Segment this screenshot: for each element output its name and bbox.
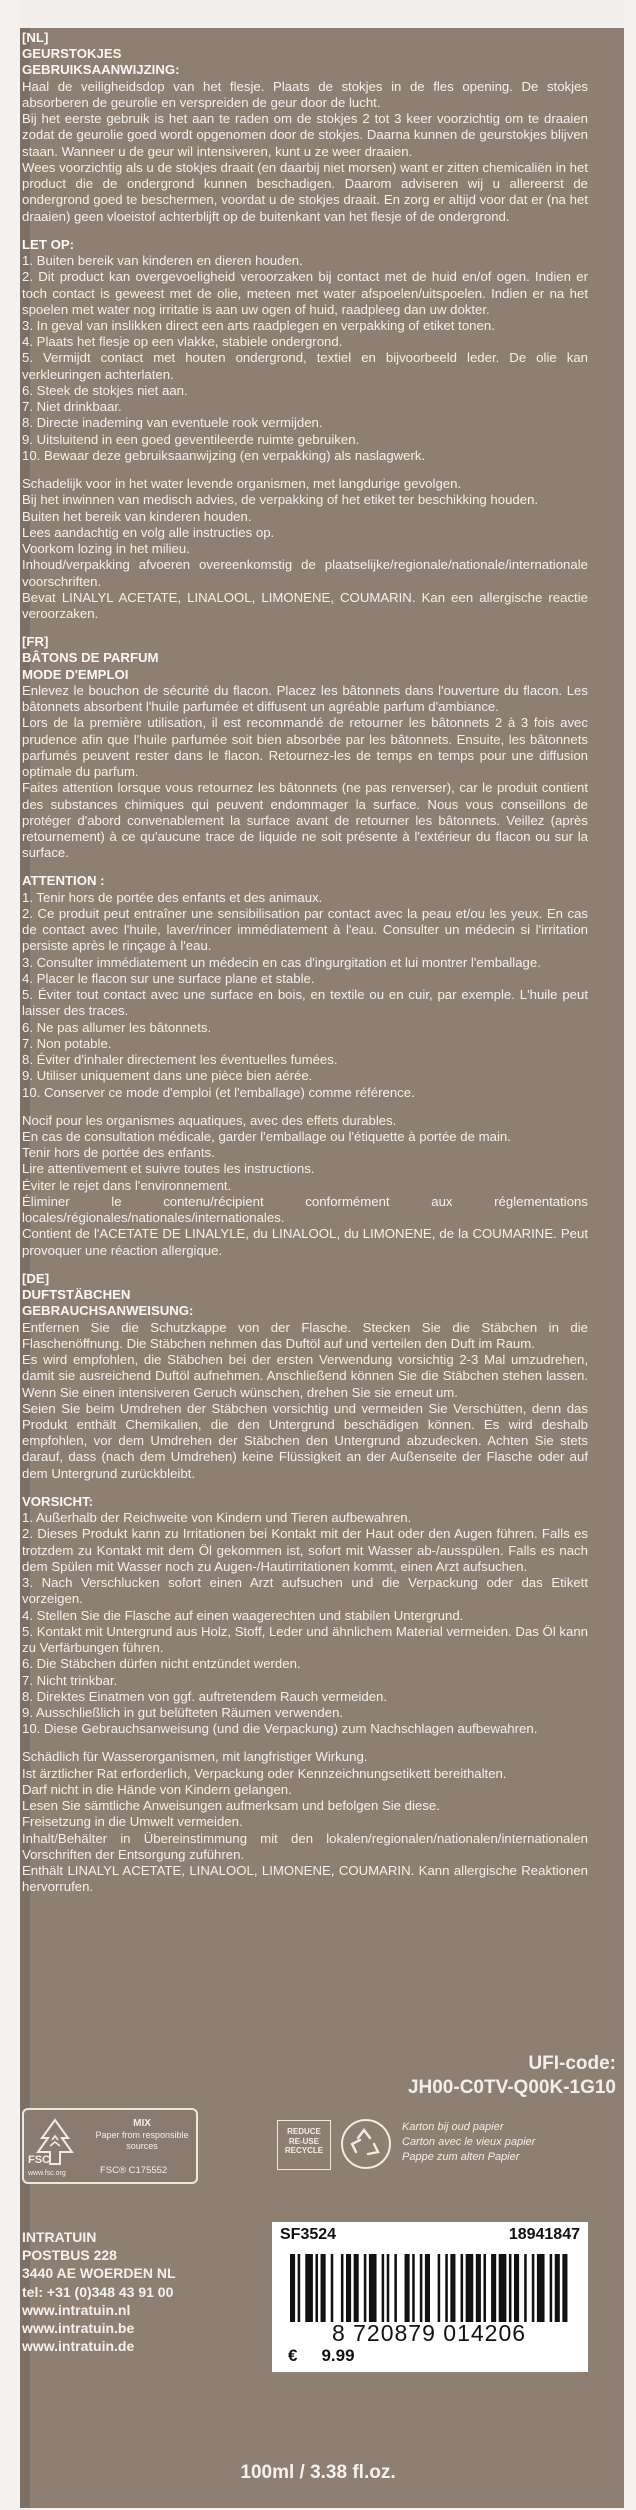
section-subtitle: GEBRUIKSAANWIJZING: (22, 62, 180, 78)
barcode-header (280, 2226, 580, 2244)
papier-line: Pappe zum alten Papier (402, 2150, 520, 2163)
barcode-bar (524, 2254, 527, 2322)
instruction-line: Haal de veiligheidsdop van het flesje. Plaats de stokjes in de fles opening. De stokjes absorberen de geurolie en verspreiden de geur door de lucht. (22, 78, 588, 110)
warning-list (22, 890, 588, 1101)
ean-number: 8 720879 014206 (331, 2320, 527, 2346)
warning-item: 10. Conserver ce mode d'emploi (et l'emballage) comme référence. (22, 1084, 415, 1100)
barcode-bar (369, 2254, 377, 2322)
warning-item: 4. Stellen Sie die Flasche auf einen waagerechten und stabilen Untergrund. (22, 1607, 464, 1623)
barcode-bar (382, 2254, 385, 2322)
legal-line: Enthält LINALYL ACETATE, LINALOOL, LIMONENE, COUMARIN. Kann allergische Reaktionen hervorrufen. (22, 1863, 588, 1895)
barcode-bar (483, 2254, 486, 2322)
website-link[interactable]: www.intratuin.be (22, 2319, 135, 2336)
barcode-bar (298, 2254, 301, 2322)
section-code: [NL] (22, 30, 49, 45)
barcode-icon (290, 2254, 570, 2322)
warning-item: 6. Steek de stokjes niet aan. (22, 382, 188, 398)
reduce-text: REDUCE (287, 2127, 321, 2136)
website-link[interactable]: www.intratuin.de (22, 2338, 135, 2355)
barcode-label (272, 2222, 588, 2372)
warning-item: 10. Diese Gebrauchsanweisung (und die Verpackung) zum Nachschlagen aufbewahren. (22, 1721, 538, 1737)
warning-item: 5. Vermijdt contact met houten ondergrond, textiel en bijvoorbeeld leder. De olie kan verkleuringen achterlaten. (22, 350, 588, 382)
warning-item: 6. Ne pas allumer les bâtonnets. (22, 1019, 212, 1035)
barcode-bar (420, 2254, 423, 2322)
sku: SF3524 (280, 2226, 337, 2243)
barcode-bar (364, 2254, 367, 2322)
reuse-text: RE-USE (288, 2136, 320, 2146)
warning-title: ATTENTION : (22, 873, 105, 889)
instructions (22, 683, 588, 862)
warning-item: 4. Plaats het flesje op een vlakke, stabiele ondergrond. (22, 334, 343, 350)
fsc-code: FSC® C175552 (100, 2165, 168, 2176)
warning-item: 7. Niet drinkbaar. (22, 399, 122, 415)
section-fr (22, 634, 588, 1259)
legal-line: En cas de consultation médicale, garder l'emballage ou l'étiquette à portée de main. (22, 1129, 511, 1144)
warning-item: 5. Kontakt mit Untergrund aus Holz, Stoff, Leder und ähnlichem Material vermeiden. Das Öl kann zu Verfärbungen führen. (22, 1623, 588, 1656)
address-line: POSTBUS 228 (22, 2247, 117, 2264)
barcode-bar (321, 2254, 326, 2322)
barcode-bar (412, 2254, 415, 2322)
warning-item: 2. Dieses Produkt kann zu Irritationen bei Kontakt mit der Haut oder den Augen führen. Falls es trotzdem zu Kontakt mit dem Öl gekommen ist, sofort mit Wasser ab-/ausspülen. Falls es nach dem Spülen mit Wasser noch zu Augen-/Hautirritationen kommt, einen Arzt aufsuchen. (22, 1526, 588, 1574)
company-address (22, 2228, 176, 2355)
instruction-line: Enlevez le bouchon de sécurité du flacon. Placez les bâtonnets dans l'ouverture du flacon. Les bâtonnets absorbent l'huile parfumée et diffusent un agréable parfum d'ambiance. (22, 682, 588, 715)
instruction-line: Es wird empfohlen, die Stäbchen bei der ersten Verwendung vorsichtig 2-3 Mal umzudrehen, damit sie ausreichend Duftöl aufnehmen. Anschließend können Sie die Stäbchen stehen lassen. Wenn Sie einen intensiveren Geruch wünschen, drehen Sie sie erneut um. (22, 1352, 588, 1400)
fsc-text (90, 2118, 194, 2152)
volume-text: 100ml / 3.38 fl.oz. (240, 2462, 396, 2483)
barcode-bar (499, 2254, 507, 2322)
barcode-bar (354, 2254, 359, 2322)
section-subtitle: GEBRAUCHSANWEISUNG: (22, 1303, 194, 1319)
warning-item: 2. Ce produit peut entraîner une sensibilisation par contact avec la peau et/ou les yeux. En cas de contact avec l'huile, laver/rincer immédiatement à l'eau. Consulter un médecin si l'irritation persiste après le rinçage à l'eau. (22, 905, 588, 954)
papier-line: Carton avec le vieux papier (402, 2135, 536, 2148)
instruction-line: Wees voorzichtig als u de stokjes draait (en daarbij niet morsen) want er zitten chemicaliën in het product die de ondergrond kunnen beschadigen. Daarom adviseren wij u allereerst de ondergrond goed te beschermen, voordat u de stokjes draait. En zorg er altijd voor dat er (na het draaien) geen vloeistof achterblijft op de buitenkant van het flesje of de ondergrond. (22, 159, 588, 224)
barcode-bar (331, 2254, 334, 2322)
barcode-bar (537, 2254, 545, 2322)
legal-line: Lire attentivement et suivre toutes les instructions. (22, 1161, 315, 1177)
warning-item: 9. Ausschließlich in gut belüfteten Räumen verwenden. (22, 1704, 344, 1720)
barcode-bar (450, 2254, 455, 2322)
barcode-bar (491, 2254, 496, 2322)
warning-item: 3. Nach Verschlucken sofort einen Arzt aufsuchen und die Verpackung oder das Etikett vorzeigen. (22, 1575, 588, 1607)
reduce-reuse-recycle-badge (277, 2120, 331, 2170)
warning-item: 9. Uitsluitend in een goed geventileerde ruimte gebruiken. (22, 431, 360, 447)
logo-row (22, 2108, 588, 2186)
warning-item: 8. Directe inademing van eventuele rook vermijden. (22, 415, 323, 431)
warning-title: VORSICHT: (22, 1493, 94, 1509)
barcode-bar (346, 2254, 351, 2322)
top-band (20, 0, 624, 28)
instructions-text (22, 30, 588, 1908)
legal-line: Bij het inwinnen van medisch advies, de verpakking of het etiket ter beschikking houden. (22, 492, 539, 508)
fsc-mix: MIX (133, 2118, 151, 2129)
warning-item: 5. Éviter tout contact avec une surface en bois, en textile ou en cuir, par exemple. L'huile peut laisser des traces. (22, 987, 588, 1019)
legal-line: Éviter le rejet dans l'environnement. (22, 1177, 232, 1193)
instruction-line: Seien Sie beim Umdrehen der Stäbchen vorsichtig und vermeiden Sie Verschütten, denn das Produkt enthält Chemikalien, die den Untergrund beschädigen können. Es wird deshalb empfohlen, vor dem Umdrehen der Stäbchen den Untergrund abzudecken. Achten Sie stets darauf, dass (nach dem Umdrehen) keine Flüssigkeit an der Außenseite der Flasche oder auf dem Untergrund zurückbleibt. (22, 1400, 588, 1481)
warning-title: LET OP: (22, 236, 75, 252)
barcode-bar (555, 2254, 560, 2322)
price-value: 9.99 (321, 2346, 355, 2365)
barcode-bar (476, 2254, 481, 2322)
barcode-bar (532, 2254, 535, 2322)
legal-text (22, 476, 588, 622)
barcode-bar (445, 2254, 448, 2322)
section-nl (22, 30, 588, 622)
article-id: 18941847 (508, 2226, 580, 2243)
section-code: [FR] (22, 634, 49, 650)
warning-item: 4. Placer le flacon sur une surface plane et stable. (22, 970, 315, 986)
barcode-bar (341, 2254, 344, 2322)
legal-line: Buiten het bereik van kinderen houden. (22, 508, 252, 524)
section-title: GEURSTOKJES (22, 46, 122, 62)
barcode-bar (405, 2254, 410, 2322)
warning-item: 1. Tenir hors de portée des enfants et des animaux. (22, 889, 323, 905)
warning-item: 7. Non potable. (22, 1035, 112, 1051)
fsc-label (22, 2108, 198, 2184)
ufi-label: UFI-code: (528, 2053, 616, 2074)
recycle-text: RECYCLE (284, 2146, 324, 2156)
legal-line: Schadelijk voor in het water levende organismen, met langdurige gevolgen. (22, 476, 462, 492)
company-name: INTRATUIN (22, 2229, 97, 2245)
warning-item: 10. Bewaar deze gebruiksaanwijzing (en verpakking) als naslagwerk. (22, 447, 426, 463)
ufi-value: JH00-C0TV-Q00K-1G10 (407, 2076, 616, 2098)
fsc-desc: Paper from responsible sources (95, 2130, 189, 2151)
instruction-line: Faites attention lorsque vous retournez les bâtonnets (ne pas renverser), car le produit contient des substances chimiques qui peuvent endommager la surface. Nous vous conseillons de protéger d'abord convenablement la surface avant de retourner les bâtonnets. Veillez (après retournement) à ce qu'aucune trace de liquide ne soit présente à l'extérieur du flacon ou sur la surface. (22, 780, 588, 861)
barcode-bar (305, 2254, 313, 2322)
barcode-bar (461, 2254, 464, 2322)
warning-item: 8. Direktes Einatmen von ggf. auftretendem Rauch vermeiden. (22, 1688, 388, 1704)
recycle-icon (340, 2118, 392, 2170)
legal-line: Lees aandachtig en volg alle instructies op. (22, 524, 275, 540)
legal-line: Inhalt/Behälter in Übereinstimmung mit den lokalen/regionalen/nationalen/internationalen Vorschriften der Entsorgung zuführen. (22, 1830, 588, 1862)
barcode-bar (514, 2254, 519, 2322)
legal-line: Schädlich für Wasserorganismen, mit langfristiger Wirkung. (22, 1749, 368, 1765)
phone: tel: +31 (0)348 43 91 00 (22, 2283, 174, 2300)
legal-line: Ist ärztlicher Rat erforderlich, Verpackung oder Kennzeichnungsetikett bereithalten. (22, 1765, 507, 1781)
legal-line: Bevat LINALYL ACETATE, LINALOOL, LIMONENE, COUMARIN. Kan een allergische reactie veroorzaken. (22, 589, 588, 621)
instructions (22, 79, 588, 225)
legal-line: Darf nicht in die Hände von Kindern gelangen. (22, 1781, 292, 1797)
warning-list (22, 253, 588, 464)
barcode-bar (550, 2254, 553, 2322)
currency: € (288, 2346, 298, 2365)
instructions (22, 1320, 588, 1482)
legal-line: Inhoud/verpakking afvoeren overeenkomstig de plaatselijke/regionale/nationale/internationale voorschriften. (22, 557, 588, 589)
warning-item: 3. Consulter immédiatement un médecin en cas d'ingurgitation et lui montrer l'emballage. (22, 954, 541, 970)
warning-item: 9. Utiliser uniquement dans une pièce bien aérée. (22, 1068, 313, 1084)
legal-text (22, 1749, 588, 1895)
legal-line: Éliminer le contenu/récipient conformément aux réglementations locales/régionales/nationales/internationales. (22, 1193, 588, 1226)
barcode-bar (394, 2254, 397, 2322)
warning-item: 1. Buiten bereik van kinderen en dieren houden. (22, 253, 303, 269)
papier-line: Karton bij oud papier (402, 2121, 504, 2133)
section-title: DUFTSTÄBCHEN (22, 1287, 131, 1303)
section-code: [DE] (22, 1270, 50, 1286)
address-line: 3440 AE WOERDEN NL (22, 2265, 176, 2282)
legal-line: Contient de l'ACETATE DE LINALYLE, du LINALOOL, du LIMONENE, de la COUMARINE. Peut provoquer une réaction allergique. (22, 1226, 588, 1258)
legal-line: Lesen Sie sämtliche Anweisungen aufmerksam und befolgen Sie diese. (22, 1798, 440, 1814)
barcode-bar (466, 2254, 474, 2322)
price (288, 2346, 355, 2366)
section-de (22, 1271, 588, 1896)
warning-item: 6. Die Stäbchen dürfen nicht entzündet werden. (22, 1656, 301, 1672)
warning-item: 7. Nicht trinkbar. (22, 1672, 118, 1688)
barcode-bar (387, 2254, 390, 2322)
legal-text (22, 1113, 588, 1259)
legal-line: Freisetzung in die Umwelt vermeiden. (22, 1814, 243, 1830)
fsc-label-text: FSC (28, 2154, 50, 2166)
warning-item: 2. Dit product kan overgevoeligheid veroorzaken bij contact met de huid en/of ogen. Indien er toch contact is geweest met de olie, meteen met water afspoelen/uitspoelen. Indien er na het spoelen met water nog irritatie is aan uw ogen of huid, raadpleeg dan uw dokter. (22, 269, 588, 317)
section-subtitle: MODE D'EMPLOI (22, 666, 129, 682)
fsc-name (28, 2154, 66, 2178)
warning-item: 3. In geval van inslikken direct een arts raadplegen en verpakking of etiket tonen. (22, 317, 495, 333)
instruction-line: Entfernen Sie die Schutzkappe von der Flasche. Stecken Sie die Stäbchen in die Flaschenöffnung. Die Stäbchen nehmen das Duftöl auf und verteilen den Duft im Raum. (22, 1319, 588, 1351)
instruction-line: Bij het eerste gebruik is het aan te raden om de stokjes 2 tot 3 keer voorzichtig om te draaien zodat de geurolie goed wordt opgenomen door de stokjes. Daarna kunnen de geurstokjes blijven staan. Wanneer u de geur wil intensiveren, kunt u ze weer draaien. (22, 111, 588, 159)
warning-item: 1. Außerhalb der Reichweite von Kindern und Tieren aufbewahren. (22, 1510, 412, 1526)
barcode-bar (562, 2254, 567, 2322)
section-title: BÂTONS DE PARFUM (22, 650, 159, 666)
warning-item: 8. Éviter d'inhaler directement les éventuelles fumées. (22, 1052, 338, 1068)
barcode-bar (315, 2254, 318, 2322)
fsc-site: www.fsc.org (28, 2170, 66, 2177)
legal-line: Nocif pour les organismes aquatiques, avec des effets durables. (22, 1112, 397, 1128)
warning-list (22, 1510, 588, 1737)
legal-line: Tenir hors de portée des enfants. (22, 1145, 215, 1161)
paper-recycling-text (402, 2120, 535, 2165)
website-link[interactable]: www.intratuin.nl (22, 2301, 131, 2318)
barcode-bar (425, 2254, 430, 2322)
legal-line: Voorkom lozing in het milieu. (22, 541, 190, 557)
instruction-line: Lors de la première utilisation, il est recommandé de retourner les bâtonnets 2 à 3 fois avec prudence afin que l'huile parfumée soit bien absorbée par les bâtonnets. Ensuite, les bâtonnets parfumés peuvent rester dans le flacon. Retournez-les de temps en temps pour une diffusion optimale du parfum. (22, 715, 588, 780)
barcode-bar (290, 2254, 295, 2322)
barcode-bar (509, 2254, 512, 2322)
barcode-bar (438, 2254, 441, 2322)
ufi-code (408, 2052, 616, 2100)
